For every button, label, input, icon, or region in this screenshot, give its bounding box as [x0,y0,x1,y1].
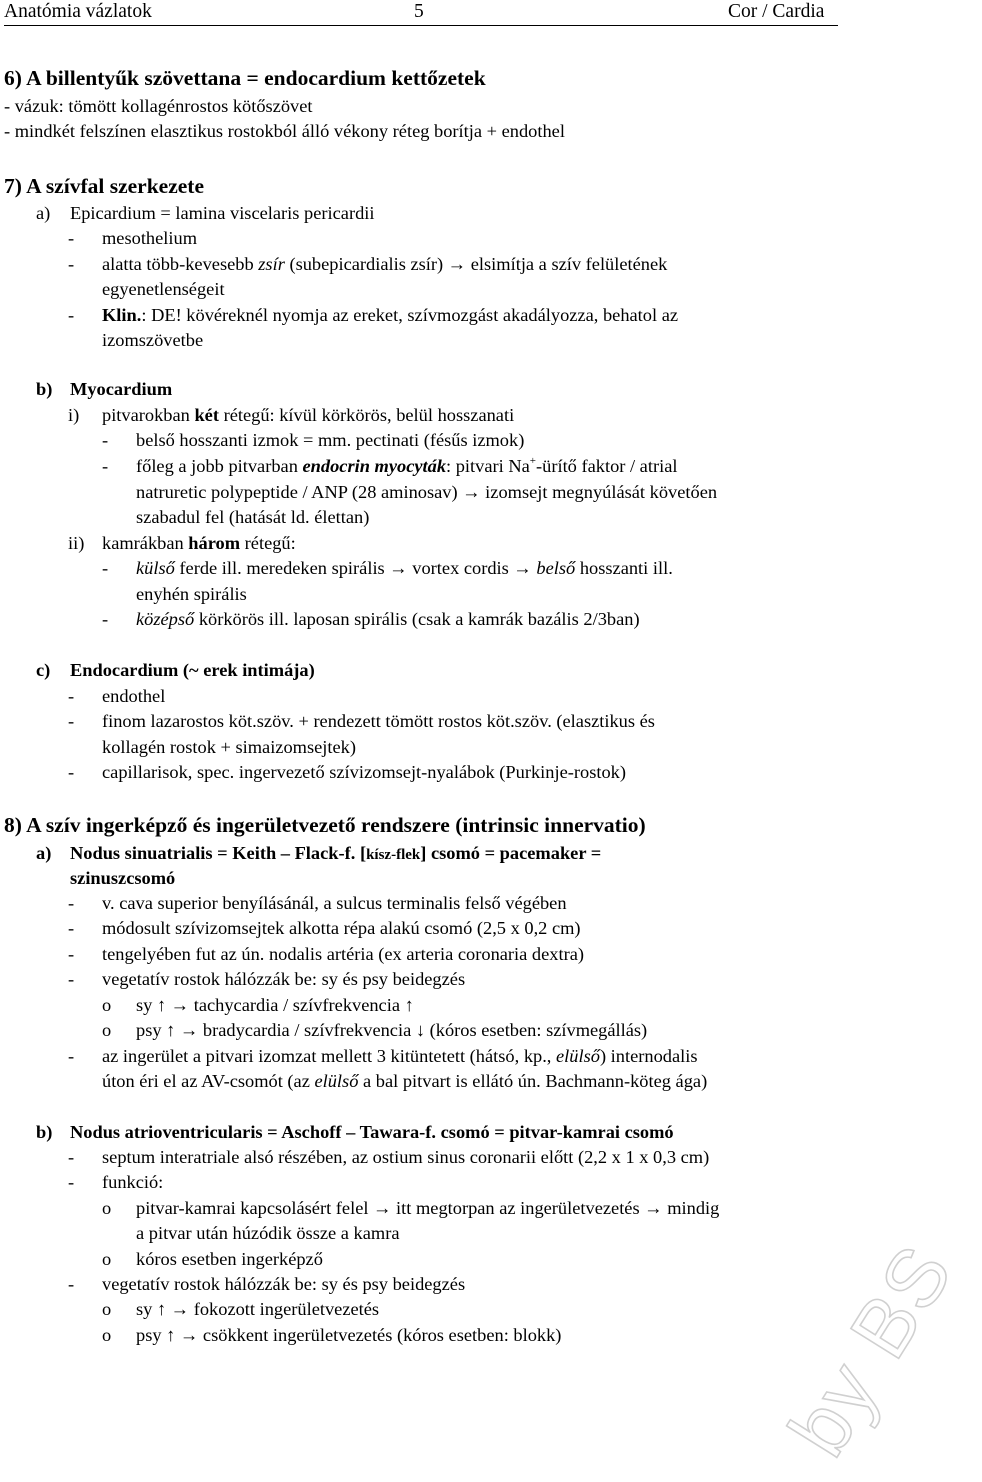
dash-marker: - [102,609,109,629]
text-run: hosszanti ill. [575,558,673,578]
s7a-text-2 [102,253,667,275]
section-6-title: 6) A billentyűk szövettana = endocardium kettőzetek [4,66,486,90]
s7b-ii-label: ii) [68,533,85,553]
superscript: + [529,454,537,467]
dash-marker: - [68,1147,75,1167]
bullet-marker: o [102,1299,112,1319]
dash-marker: - [68,1046,75,1066]
text-run: körkörös ill. laposan spirális (csak a kamrák bazális 2/3ban) [194,609,640,629]
s8b-bullet-text-2: kóros esetben ingerképző [136,1249,323,1269]
text-run-italic: zsír [258,254,285,274]
dash-marker: - [102,558,109,578]
s8b-bullet-text-4: psy ↑ → csökkent ingerületvezetés (kóros esetben: blokk) [136,1325,562,1345]
s8a-text-1: v. cava superior benyílásánál, a sulcus terminalis felső végében [102,893,567,913]
dash-marker: - [102,430,109,450]
s7a-text-5: izomszövetbe [102,330,204,350]
dash-marker: - [68,686,75,706]
header-left: Anatómia vázlatok [4,1,152,22]
text-run: -ürítő faktor / atrial [536,456,678,476]
text-run: alatta több-kevesebb [102,254,259,274]
text-run: : DE! kövéreknél nyomja az ereket, szívmozgást akadályozza, behatol az [141,305,679,325]
text-run: az ingerület a pitvari izomzat mellett 3 kitüntetett (hátsó, kp., [102,1046,557,1066]
s7b-i-text-1 [102,404,514,426]
text-run: a bal pitvart is ellátó ún. Bachmann-köteg ága) [358,1071,708,1091]
bullet-marker: o [102,1020,112,1040]
dash-marker: - [68,1172,75,1192]
text-run: rétegű: kívül körkörös, belül hosszanati [218,405,515,425]
text-run-bold: három [188,533,241,553]
s8a-heading [70,842,601,866]
bullet-marker: o [102,995,112,1015]
header-rule [4,25,838,26]
s7b-ii-text-2 [136,557,673,579]
section-8-title: 8) A szív ingerképző és ingerületvezető rendszere (intrinsic innervatio) [4,813,646,837]
s8a-text-4: vegetatív rostok hálózzák be: sy és psy beidegzés [102,969,466,989]
s7a-text-3: egyenetlenségeit [102,279,225,299]
s7a-label: a) [36,203,51,223]
s7b-ii-text-4 [136,608,640,630]
text-run: : pitvari Na [446,456,530,476]
s7a-text-1: mesothelium [102,228,198,248]
s8b-bullet-text-1b: a pitvar után húzódik össze a kamra [136,1223,400,1243]
s8a-text-6 [102,1070,707,1092]
text-run-bold-italic: endocrin myocyták [302,456,447,476]
dash-marker: - [68,762,75,782]
s6-item-1: - vázuk: tömött kollagénrostos kötőszövet [4,96,313,116]
dash-marker: - [68,254,75,274]
s8a-bullet-text-2: psy ↑ → bradycardia / szívfrekvencia ↓ (kóros esetben: szívmegállás) [136,1020,648,1040]
bullet-marker: o [102,1198,112,1218]
text-run: ferde ill. meredeken spirális → vortex cordis → [174,558,537,578]
s8b-heading: Nodus atrioventricularis = Aschoff – Tawara-f. csomó = pitvar-kamrai csomó [70,1122,674,1142]
s8b-text-3: vegetatív rostok hálózzák be: sy és psy beidegzés [102,1274,466,1294]
dash-marker: - [68,918,75,938]
text-run-italic: külső [136,558,175,578]
dash-marker: - [102,456,109,476]
s6-item-2: - mindkét felszínen elasztikus rostokból álló vékony réteg borítja + endothel [4,121,565,141]
page-number: 5 [414,1,424,22]
s7b-i-text-3 [136,455,677,477]
text-run: ] csomó = pacemaker = [420,843,602,863]
s8a-bullet-text-1: sy ↑ → tachycardia / szívfrekvencia ↑ [136,995,414,1015]
text-run-italic: belső [536,558,576,578]
s7c-label: c) [36,660,51,680]
s7c-text-3: kollagén rostok + simaizomsejtek) [102,737,356,757]
text-run: úton éri el az AV-csomót (az [102,1071,315,1091]
text-run-italic: középső [136,609,195,629]
dash-marker: - [68,944,75,964]
s7c-text-4: capillarisok, spec. ingervezető szívizomsejt-nyalábok (Purkinje-rostok) [102,762,626,782]
s8b-text-1: septum interatriale alsó részében, az ostium sinus coronarii előtt (2,2 x 1 x 0,3 cm) [102,1147,710,1167]
text-run-small: kísz-flek [366,847,421,863]
s8b-text-2: funkció: [102,1172,164,1192]
text-run-italic: elülső [314,1071,359,1091]
text-run: rétegű: [240,533,296,553]
s7b-ii-text-3: enyhén spirális [136,584,247,604]
s7a-text-4 [102,304,678,326]
s7b-ii-text-1 [102,532,296,554]
s7b-i-label: i) [68,405,80,425]
text-run-italic: elülső [556,1046,600,1066]
s7b-heading: Myocardium [70,379,173,399]
dash-marker: - [68,969,75,989]
s8b-bullet-text-3: sy ↑ → fokozott ingerületvezetés [136,1299,380,1319]
s7c-heading: Endocardium (~ erek intimája) [70,660,315,680]
s8a-heading-2: szinuszcsomó [70,868,176,888]
s8a-label: a) [36,843,52,863]
text-run: kamrákban [102,533,189,553]
section-7-title: 7) A szívfal szerkezete [4,174,204,198]
page-header [0,0,960,28]
text-run: pitvarokban [102,405,195,425]
s7b-i-text-2: belső hosszanti izmok = mm. pectinati (fésűs izmok) [136,430,525,450]
text-run: (subepicardialis zsír) → elsimítja a szív felületének [284,254,668,274]
dash-marker: - [68,228,75,248]
bullet-marker: o [102,1249,112,1269]
bullet-marker: o [102,1325,112,1345]
watermark-text: by BS [772,1229,971,1472]
text-run: Nodus sinuatrialis = Keith – Flack-f. [ [70,843,367,863]
s7b-i-text-5: szabadul fel (hatását ld. élettan) [136,507,370,527]
dash-marker: - [68,1274,75,1294]
dash-marker: - [68,305,75,325]
s8a-text-2: módosult szívizomsejtek alkotta répa alakú csomó (2,5 x 0,2 cm) [102,918,581,938]
s7c-text-1: endothel [102,686,166,706]
dash-marker: - [68,893,75,913]
watermark [772,1229,982,1482]
s7b-i-text-4: natruretic polypeptide / ANP (28 aminosav) → izomsejt megnyúlását követően [136,482,718,502]
s8b-label: b) [36,1122,53,1142]
s7c-text-2: finom lazarostos köt.szöv. + rendezett tömött rostos köt.szöv. (elasztikus és [102,711,655,731]
text-run-bold: Klin. [102,305,142,325]
text-run-bold: két [194,405,219,425]
header-right: Cor / Cardia [728,1,825,22]
s7b-label: b) [36,379,53,399]
s8a-text-5 [102,1045,698,1067]
dash-marker: - [68,711,75,731]
text-run: ) internodalis [599,1046,698,1066]
s8b-bullet-text-1: pitvar-kamrai kapcsolásért felel → itt megtorpan az ingerületvezetés → mindig [136,1198,720,1218]
text-run: főleg a jobb pitvarban [136,456,303,476]
s7a-heading: Epicardium = lamina viscelaris pericardii [70,203,375,223]
s8a-text-3: tengelyében fut az ún. nodalis artéria (ex arteria coronaria dextra) [102,944,584,964]
